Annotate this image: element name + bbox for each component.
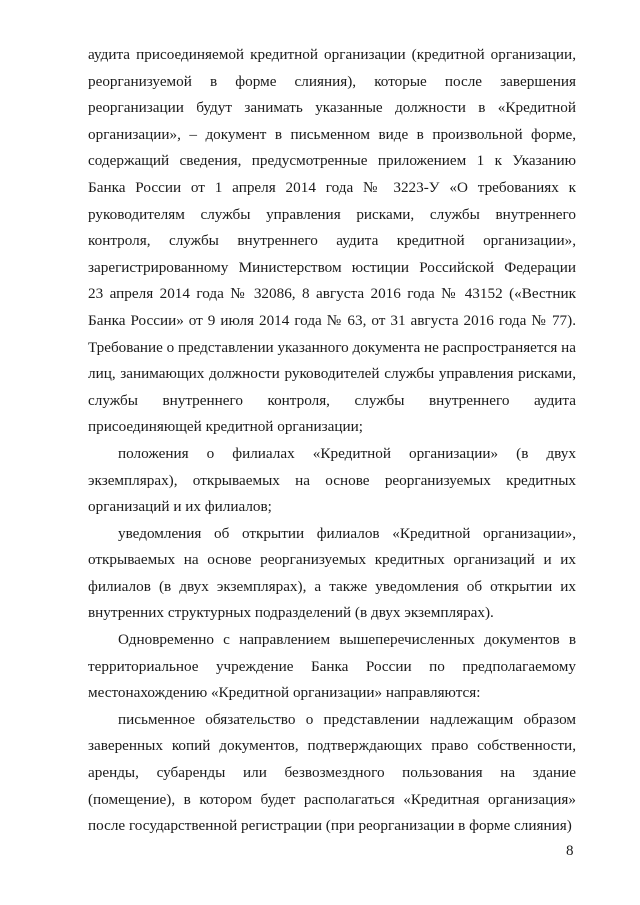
text-line: Банка России от 1 апреля 2014 года № 3223-У «О требованиях к bbox=[88, 178, 576, 196]
text-line: реорганизации будут занимать указанные должности в «Кредитной bbox=[88, 99, 576, 117]
paragraph bbox=[88, 42, 576, 441]
text-line: контроля, службы внутреннего аудита кредитной организации», bbox=[88, 232, 576, 250]
text-line: 23 апреля 2014 года № 32086, 8 августа 2016 года № 43152 («Вестник bbox=[88, 285, 576, 303]
text-line: организаций и их филиалов; bbox=[88, 498, 272, 516]
text-line: реорганизуемой в форме слияния), которые после завершения bbox=[88, 72, 576, 90]
text-line: службы внутреннего контроля, службы внутреннего аудита bbox=[88, 391, 576, 409]
text-line: зарегистрированному Министерством юстиции Российской Федерации bbox=[88, 258, 576, 276]
text-line: положения о филиалах «Кредитной организации» (в двух bbox=[118, 444, 576, 462]
paragraph bbox=[88, 627, 576, 707]
text-line: руководителям службы управления рисками, службы внутреннего bbox=[88, 205, 576, 223]
text-line: Одновременно с направлением вышеперечисленных документов в bbox=[118, 631, 576, 649]
text-line: присоединяющей кредитной организации; bbox=[88, 418, 363, 436]
text-line: экземплярах), открываемых на основе реорганизуемых кредитных bbox=[88, 471, 576, 489]
text-line: внутренних структурных подразделений (в двух экземплярах). bbox=[88, 604, 494, 622]
text-line: заверенных копий документов, подтверждающих право собственности, bbox=[88, 737, 576, 755]
text-line: письменное обязательство о представлении надлежащим образом bbox=[118, 710, 576, 728]
text-line: (помещение), в котором будет располагаться «Кредитная организация» bbox=[88, 790, 576, 808]
paragraph bbox=[88, 521, 576, 627]
text-line: территориальное учреждение Банка России по предполагаемому bbox=[88, 657, 576, 675]
text-line: филиалов (в двух экземплярах), а также уведомления об открытии их bbox=[88, 577, 576, 595]
paragraph bbox=[88, 707, 576, 840]
text-line: Требование о представлении указанного документа не распространяется на bbox=[88, 338, 576, 356]
text-line: аренды, субаренды или безвозмездного пользования на здание bbox=[88, 764, 576, 782]
text-line: Банка России» от 9 июля 2014 года № 63, от 31 августа 2016 года № 77). bbox=[88, 311, 576, 329]
text-line: лиц, занимающих должности руководителей службы управления рисками, bbox=[88, 365, 576, 383]
document-body bbox=[88, 42, 576, 840]
page-number: 8 bbox=[566, 843, 574, 859]
text-line: местонахождению «Кредитной организации» направляются: bbox=[88, 684, 481, 702]
text-line: аудита присоединяемой кредитной организации (кредитной организации, bbox=[88, 46, 576, 63]
text-line: организации», – документ в письменном виде в произвольной форме, bbox=[88, 125, 576, 143]
text-line: открываемых на основе реорганизуемых кредитных организаций и их bbox=[88, 551, 576, 569]
paragraph bbox=[88, 441, 576, 521]
text-line: уведомления об открытии филиалов «Кредитной организации», bbox=[118, 524, 576, 542]
text-line: содержащий сведения, предусмотренные приложением 1 к Указанию bbox=[88, 152, 576, 170]
text-line: после государственной регистрации (при реорганизации в форме слияния) bbox=[88, 817, 572, 835]
